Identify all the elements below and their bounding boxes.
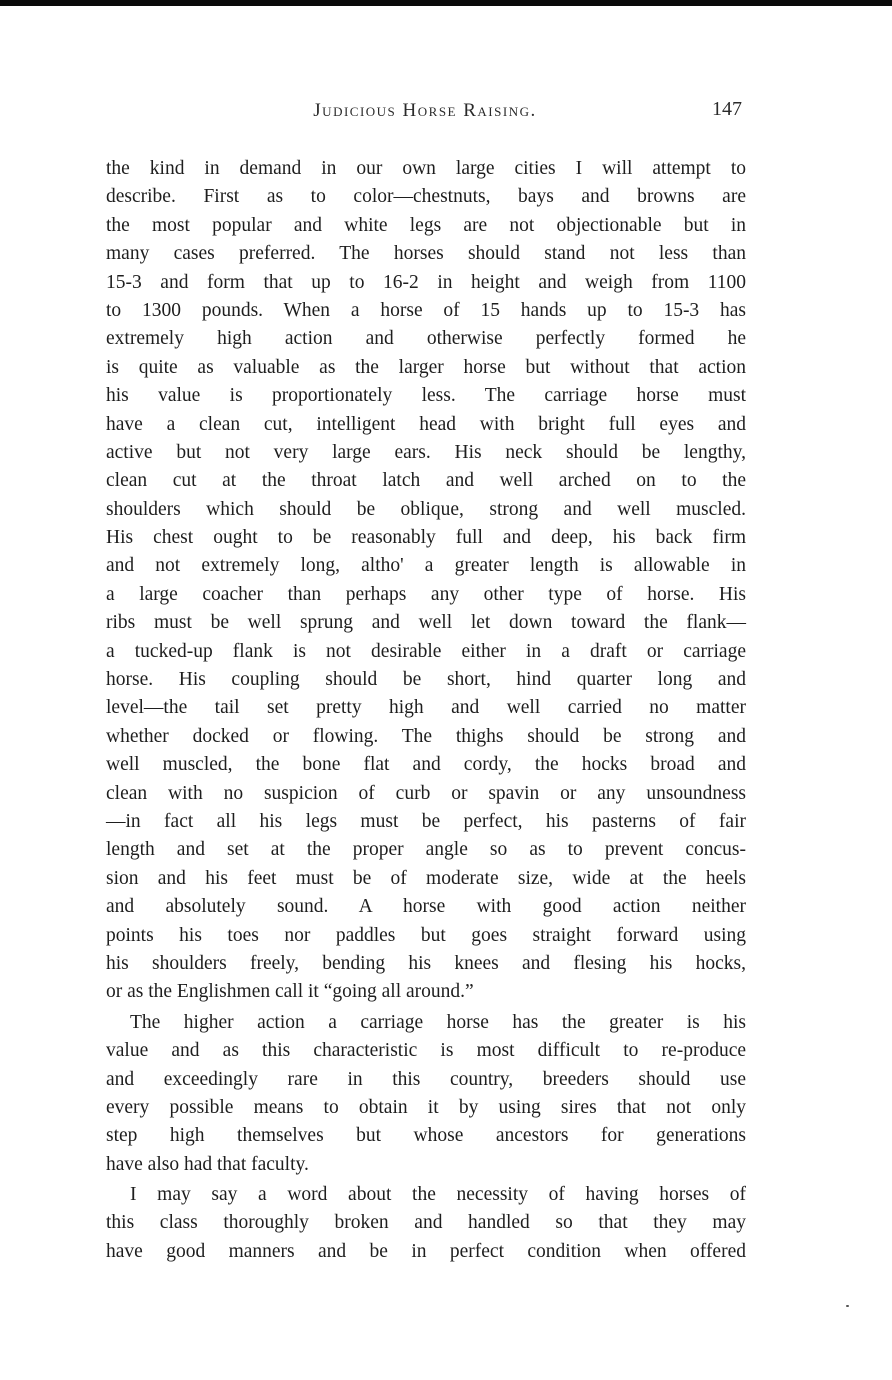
text-line: his shoulders freely, bending his knees and flesing his hocks, <box>106 952 746 974</box>
text-line: —in fact all his legs must be perfect, his pasterns of fair <box>106 810 746 832</box>
text-line: to 1300 pounds. When a horse of 15 hands up to 15-3 has <box>106 299 746 321</box>
text-line: describe. First as to color—chestnuts, bays and browns are <box>106 186 746 208</box>
text-line: step high themselves but whose ancestors for generations <box>106 1125 746 1147</box>
paper-speck <box>846 1305 849 1307</box>
text-line: points his toes nor paddles but goes straight forward using <box>106 924 746 946</box>
body-text <box>106 155 746 1266</box>
page-number: 147 <box>712 98 742 120</box>
text-line: His chest ought to be reasonably full and deep, his back firm <box>106 527 746 549</box>
text-line: level—the tail set pretty high and well carried no matter <box>106 697 746 719</box>
text-line: well muscled, the bone flat and cordy, the hocks broad and <box>106 754 746 776</box>
text-line: whether docked or flowing. The thighs should be strong and <box>106 725 746 747</box>
text-line: many cases preferred. The horses should stand not less than <box>106 243 746 265</box>
text-line: horse. His coupling should be short, hind quarter long and <box>106 669 746 691</box>
text-line: The higher action a carriage horse has the greater is his <box>130 1011 746 1033</box>
text-line: value and as this characteristic is most difficult to re-produce <box>106 1040 746 1062</box>
paragraph <box>106 1009 746 1179</box>
text-line: his value is proportionately less. The carriage horse must <box>106 385 746 407</box>
text-line: clean cut at the throat latch and well arched on to the <box>106 470 746 492</box>
paragraph <box>106 1181 746 1266</box>
text-line: the kind in demand in our own large cities I will attempt to <box>106 158 746 179</box>
text-line: this class thoroughly broken and handled so that they may <box>106 1212 746 1234</box>
text-line: a large coacher than perhaps any other type of horse. His <box>106 583 746 605</box>
text-line: the most popular and white legs are not objectionable but in <box>106 214 746 236</box>
text-line: and not extremely long, altho' a greater length is allowable in <box>106 555 746 577</box>
text-line: have also had that faculty. <box>106 1153 309 1175</box>
text-line: length and set at the proper angle so as to prevent concus- <box>106 839 746 861</box>
text-line: sion and his feet must be of moderate size, wide at the heels <box>106 867 746 889</box>
text-line: every possible means to obtain it by using sires that not only <box>106 1096 746 1118</box>
text-line: have a clean cut, intelligent head with bright full eyes and <box>106 413 746 435</box>
text-line: clean with no suspicion of curb or spavin or any unsoundness <box>106 782 746 804</box>
text-line: and absolutely sound. A horse with good action neither <box>106 896 746 918</box>
text-line: is quite as valuable as the larger horse but without that action <box>106 356 746 378</box>
text-line: ribs must be well sprung and well let down toward the flank— <box>106 612 746 634</box>
paragraph <box>106 155 746 1007</box>
text-line: shoulders which should be oblique, strong and well muscled. <box>106 498 746 520</box>
text-line: I may say a word about the necessity of having horses of <box>130 1184 746 1206</box>
running-head <box>100 100 750 130</box>
text-line: a tucked-up flank is not desirable either in a draft or carriage <box>106 640 746 662</box>
text-line: extremely high action and otherwise perfectly formed he <box>106 328 746 350</box>
text-line: and exceedingly rare in this country, breeders should use <box>106 1068 746 1090</box>
text-line: or as the Englishmen call it “going all around.” <box>106 981 474 1003</box>
running-title: Judicious Horse Raising. <box>313 100 537 121</box>
text-line: 15-3 and form that up to 16-2 in height and weigh from 1100 <box>106 271 746 293</box>
text-line: active but not very large ears. His neck should be lengthy, <box>106 441 746 463</box>
text-line: have good manners and be in perfect condition when offered <box>106 1240 746 1262</box>
top-page-edge <box>0 0 892 6</box>
